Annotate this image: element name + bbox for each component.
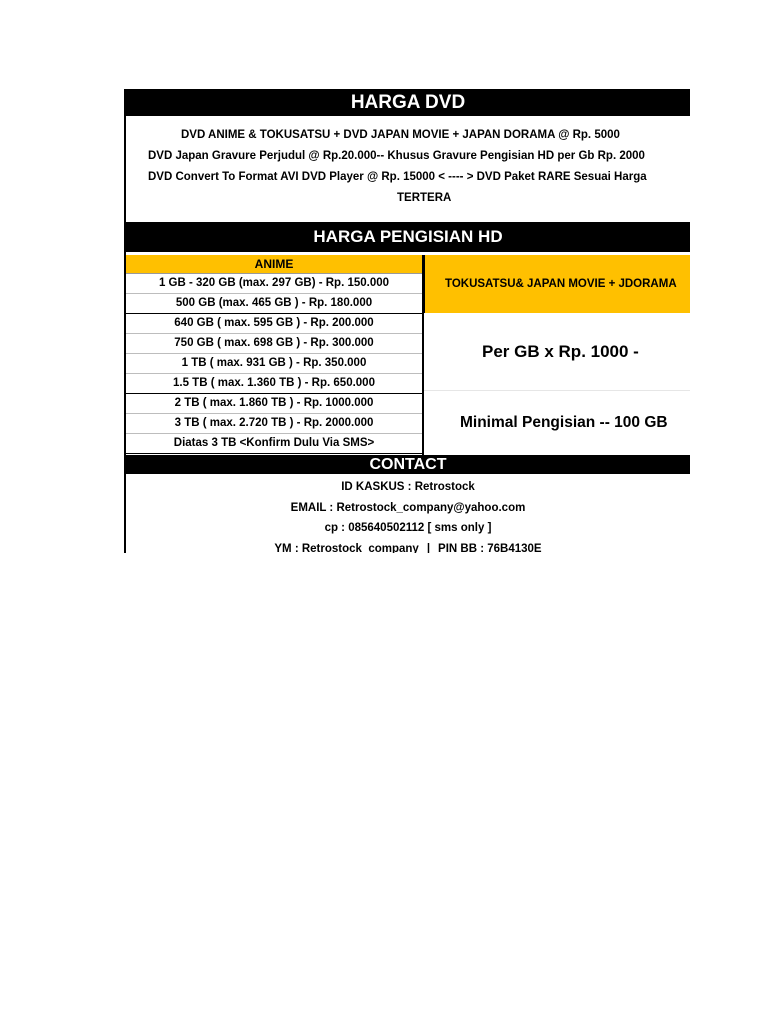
price-sheet: [124, 89, 690, 553]
price-row: 500 GB (max. 465 GB ) - Rp. 180.000: [126, 294, 422, 314]
dvd-line: TERTERA: [397, 192, 452, 204]
dvd-line: DVD Convert To Format AVI DVD Player @ Rp. 15000 < ---- > DVD Paket RARE Sesuai Harga: [148, 171, 647, 183]
per-gb-price: Per GB x Rp. 1000 -: [482, 342, 639, 361]
minimal-fill: Minimal Pengisian -- 100 GB: [460, 414, 668, 431]
price-row: 640 GB ( max. 595 GB ) - Rp. 200.000: [126, 314, 422, 334]
ym-id: YM : Retrostock_company: [274, 542, 419, 553]
dvd-line: DVD ANIME & TOKUSATSU + DVD JAPAN MOVIE + JAPAN DORAMA @ Rp. 5000: [181, 129, 620, 141]
contact-info: [126, 477, 690, 553]
separator: |: [426, 542, 431, 553]
phone-number: cp : 085640502112 [ sms only ]: [324, 522, 492, 534]
price-row: 750 GB ( max. 698 GB ) - Rp. 300.000: [126, 334, 422, 354]
hd-price-title: HARGA PENGISIAN HD: [126, 222, 690, 252]
contact-title: CONTACT: [126, 455, 690, 474]
pin-bb: PIN BB : 76B4130E: [438, 542, 542, 553]
kaskus-id: ID KASKUS : Retrostock: [341, 481, 475, 493]
price-row: 1.5 TB ( max. 1.360 TB ) - Rp. 650.000: [126, 374, 422, 394]
price-row: 3 TB ( max. 2.720 TB ) - Rp. 2000.000: [126, 414, 422, 434]
email-address: EMAIL : Retrostock_company@yahoo.com: [290, 501, 526, 514]
anime-header: ANIME: [126, 255, 422, 274]
price-row: 1 TB ( max. 931 GB ) - Rp. 350.000: [126, 354, 422, 374]
price-row: 1 GB - 320 GB (max. 297 GB) - Rp. 150.000: [126, 274, 422, 294]
tokusatsu-header: TOKUSATSU& JAPAN MOVIE + JDORAMA: [424, 255, 690, 313]
anime-price-table: [126, 255, 422, 454]
dvd-price-list: [126, 125, 690, 209]
ym-pin-line: [126, 539, 690, 554]
price-row: 2 TB ( max. 1.860 TB ) - Rp. 1000.000: [126, 394, 422, 414]
dvd-line: DVD Japan Gravure Perjudul @ Rp.20.000-- Khusus Gravure Pengisian HD per Gb Rp. 2000: [148, 150, 645, 162]
dvd-price-title: HARGA DVD: [126, 89, 690, 116]
price-row: Diatas 3 TB <Konfirm Dulu Via SMS>: [126, 434, 422, 454]
